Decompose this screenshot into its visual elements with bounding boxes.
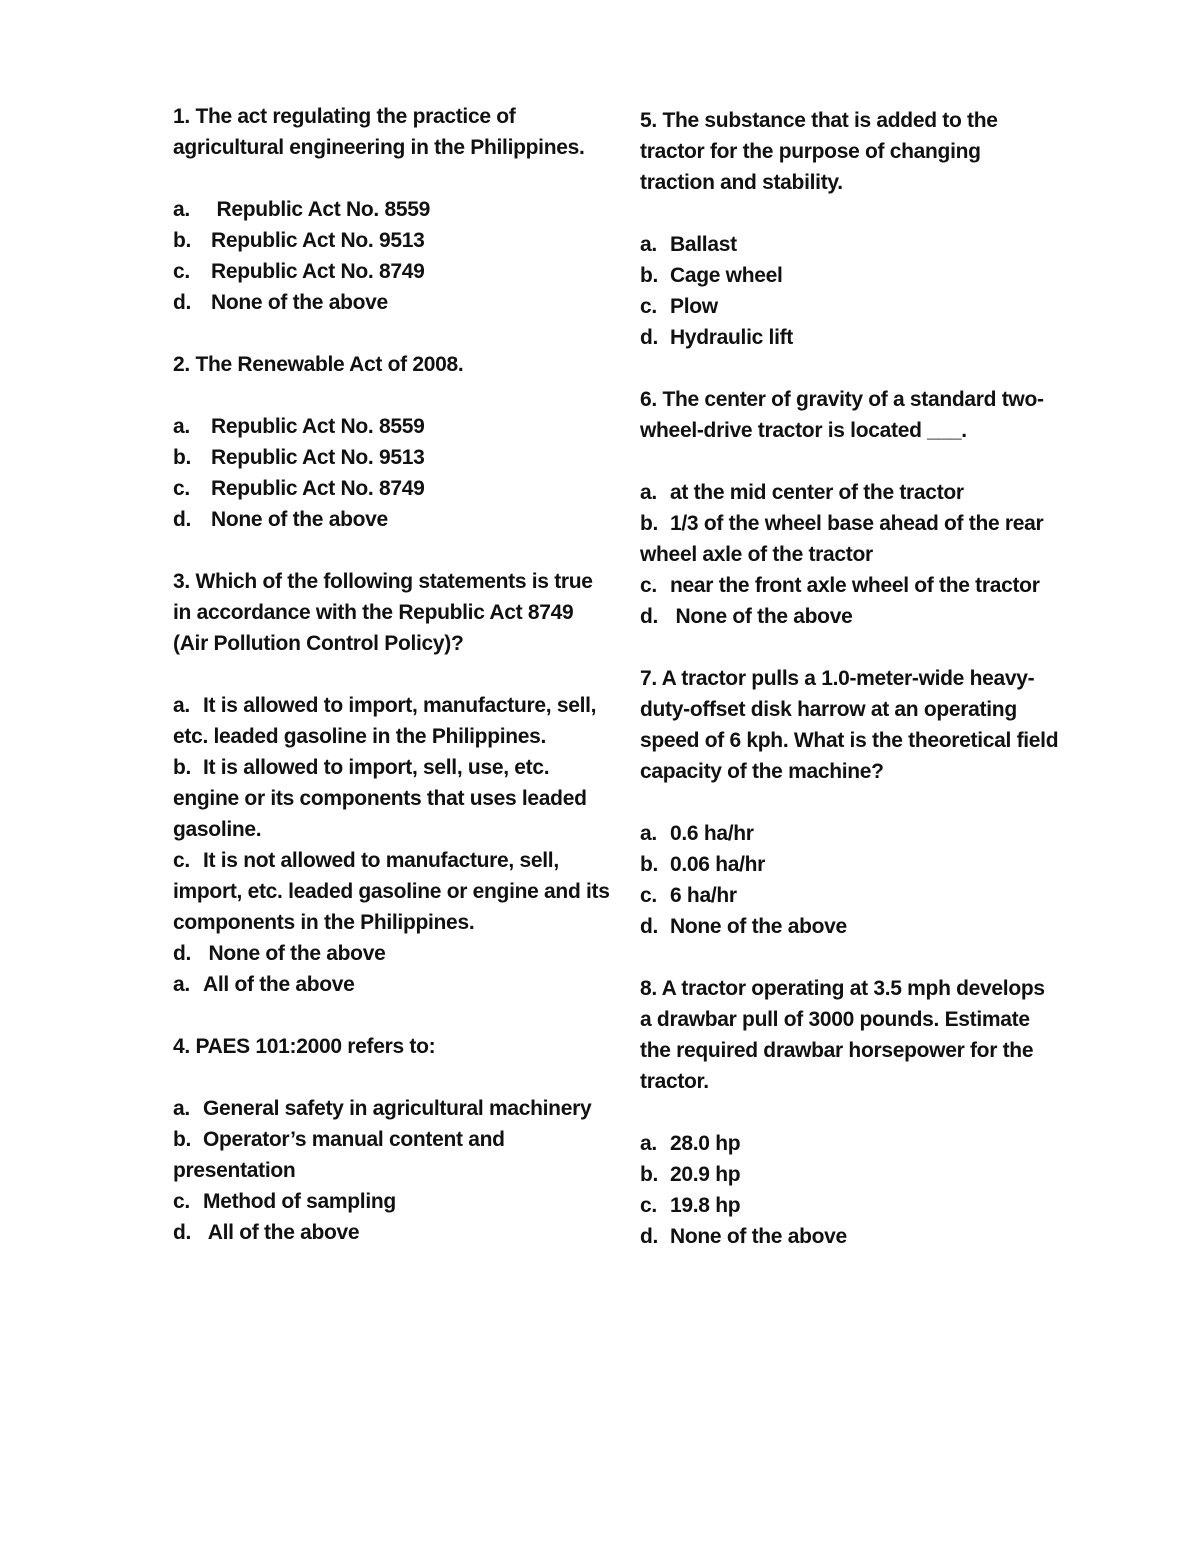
option-text: None of the above	[670, 915, 847, 938]
option-letter: a.	[173, 1097, 190, 1120]
option-letter: a.	[173, 198, 190, 221]
option-list	[173, 690, 613, 1000]
option	[173, 690, 613, 752]
option-letter: a.	[640, 481, 657, 504]
option-letter: c.	[640, 1194, 657, 1217]
option-text: All of the above	[203, 1221, 360, 1244]
option	[173, 752, 613, 845]
question-stem: 4. PAES 101:2000 refers to:	[173, 1035, 436, 1058]
option-letter: c.	[173, 260, 190, 283]
question-5	[640, 105, 1060, 353]
option	[173, 1124, 613, 1186]
option-text: Republic Act No. 8559	[211, 198, 431, 221]
option-text: Republic Act No. 8559	[211, 415, 425, 438]
option-letter: c.	[173, 849, 190, 872]
option-list	[640, 229, 1060, 353]
option-text: Method of sampling	[203, 1190, 396, 1213]
option-letter: a.	[173, 415, 190, 438]
option-letter: d.	[640, 605, 659, 628]
option-text: None of the above	[670, 605, 853, 628]
option	[173, 969, 613, 1000]
option-text: Republic Act No. 9513	[211, 446, 425, 469]
option	[640, 818, 1060, 849]
option	[640, 291, 1060, 322]
option-letter: c.	[173, 477, 190, 500]
option	[173, 1186, 613, 1217]
option-text: at the mid center of the tractor	[670, 481, 964, 504]
question-1	[173, 101, 613, 318]
option-letter: a.	[640, 1132, 657, 1155]
option-text: General safety in agricultural machinery	[203, 1097, 592, 1120]
option	[640, 260, 1060, 291]
option-letter: b.	[173, 446, 192, 469]
option-text: 19.8 hp	[670, 1194, 741, 1217]
option-letter: d.	[173, 1221, 192, 1244]
option	[173, 1093, 613, 1124]
option-text: 0.06 ha/hr	[670, 853, 766, 876]
option-text: None of the above	[211, 508, 388, 531]
option	[640, 229, 1060, 260]
option-text: 0.6 ha/hr	[670, 822, 754, 845]
option-text: Republic Act No. 8749	[211, 260, 425, 283]
option-text: All of the above	[203, 973, 355, 996]
option-text: Hydraulic lift	[670, 326, 793, 349]
question-2	[173, 349, 613, 535]
option-text: Republic Act No. 9513	[211, 229, 425, 252]
option-text: near the front axle wheel of the tractor	[670, 574, 1040, 597]
option	[640, 1190, 1060, 1221]
option-text: 20.9 hp	[670, 1163, 741, 1186]
option-letter: b.	[640, 853, 659, 876]
option-letter: c.	[640, 574, 657, 597]
right-column	[640, 101, 1060, 1283]
option-text: 28.0 hp	[670, 1132, 741, 1155]
option	[640, 1128, 1060, 1159]
option	[640, 1221, 1060, 1252]
option-text: Plow	[670, 295, 718, 318]
option	[640, 508, 1060, 570]
option	[173, 256, 613, 287]
option-list	[640, 818, 1060, 942]
option-letter: d.	[640, 326, 659, 349]
option-text: Operator’s manual content and presentation	[173, 1128, 505, 1182]
question-8	[640, 973, 1060, 1252]
option-letter: d.	[173, 508, 192, 531]
option-letter: a.	[173, 973, 190, 996]
option-letter: a.	[173, 694, 190, 717]
option-text: None of the above	[670, 1225, 847, 1248]
option	[173, 287, 613, 318]
option-list	[173, 194, 613, 318]
option-list	[640, 477, 1060, 632]
option-letter: d.	[173, 291, 192, 314]
question-stem: 7. A tractor pulls a 1.0-meter-wide heavy-duty-offset disk harrow at an operating speed of 6 kph. What is the theoretical field capacity of the machine?	[640, 667, 1059, 783]
option	[173, 938, 613, 969]
option	[173, 1217, 613, 1248]
option	[640, 601, 1060, 632]
option-letter: b.	[173, 1128, 192, 1151]
option-letter: b.	[640, 264, 659, 287]
question-stem: 8. A tractor operating at 3.5 mph develops a drawbar pull of 3000 pounds. Estimate the required drawbar horsepower for the tractor.	[640, 977, 1045, 1093]
question-4	[173, 1031, 613, 1248]
option	[640, 322, 1060, 353]
option-text: None of the above	[203, 942, 386, 965]
option-text: Ballast	[670, 233, 737, 256]
option	[640, 570, 1060, 601]
option	[173, 442, 613, 473]
option	[640, 849, 1060, 880]
option-list	[173, 1093, 613, 1248]
left-column	[173, 101, 613, 1279]
question-6	[640, 384, 1060, 632]
option-text: It is allowed to import, manufacture, sell, etc. leaded gasoline in the Philippines.	[173, 694, 597, 748]
question-3	[173, 566, 613, 1000]
option	[640, 1159, 1060, 1190]
question-stem: 3. Which of the following statements is true in accordance with the Republic Act 8749 (Air Pollution Control Policy)?	[173, 570, 593, 655]
option-letter: a.	[640, 822, 657, 845]
option-letter: c.	[640, 295, 657, 318]
option-text: None of the above	[211, 291, 388, 314]
option	[173, 411, 613, 442]
question-7	[640, 663, 1060, 942]
option	[173, 194, 613, 225]
option-letter: d.	[173, 942, 192, 965]
option-letter: b.	[173, 229, 192, 252]
option-text: 1/3 of the wheel base ahead of the rear wheel axle of the tractor	[640, 512, 1044, 566]
option-text: 6 ha/hr	[670, 884, 737, 907]
option	[173, 504, 613, 535]
option-text: It is allowed to import, sell, use, etc. engine or its components that uses leaded gasoline.	[173, 756, 587, 841]
option-letter: a.	[640, 233, 657, 256]
option-text: Republic Act No. 8749	[211, 477, 425, 500]
option-letter: d.	[640, 1225, 659, 1248]
question-stem: 6. The center of gravity of a standard two-wheel-drive tractor is located ___.	[640, 388, 1044, 442]
option-text: Cage wheel	[670, 264, 783, 287]
question-stem: 5. The substance that is added to the tractor for the purpose of changing traction and stability.	[640, 109, 998, 194]
option-letter: b.	[640, 512, 659, 535]
option-text: It is not allowed to manufacture, sell, import, etc. leaded gasoline or engine and its components in the Philippines.	[173, 849, 610, 934]
option-letter: b.	[640, 1163, 659, 1186]
option	[640, 880, 1060, 911]
option-list	[640, 1128, 1060, 1252]
option-letter: c.	[173, 1190, 190, 1213]
option	[640, 477, 1060, 508]
option	[640, 911, 1060, 942]
option-letter: b.	[173, 756, 192, 779]
option	[173, 473, 613, 504]
option-letter: d.	[640, 915, 659, 938]
option-letter: c.	[640, 884, 657, 907]
option-list	[173, 411, 613, 535]
option	[173, 845, 613, 938]
option	[173, 225, 613, 256]
question-stem: 1. The act regulating the practice of agricultural engineering in the Philippines.	[173, 105, 585, 159]
question-stem: 2. The Renewable Act of 2008.	[173, 353, 464, 376]
